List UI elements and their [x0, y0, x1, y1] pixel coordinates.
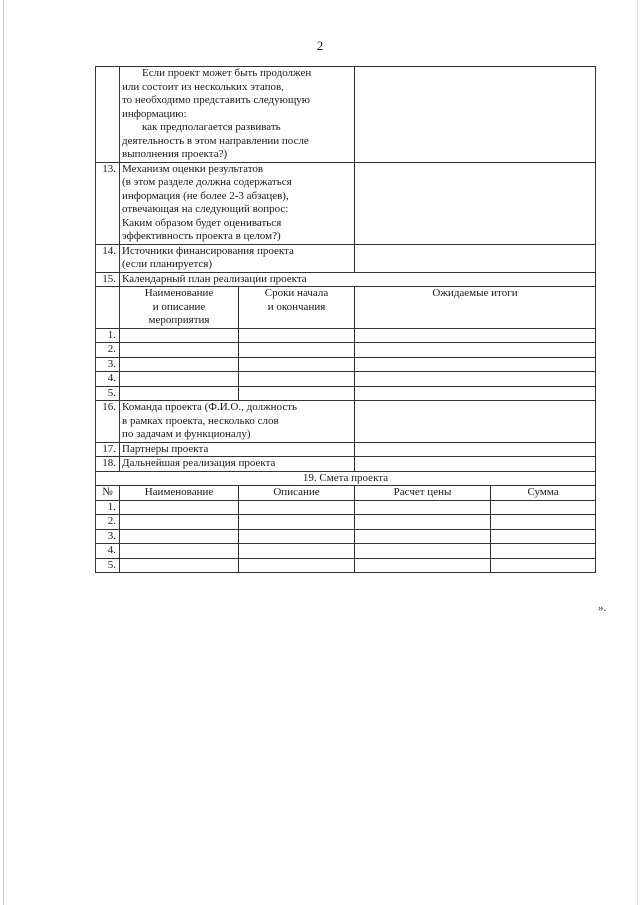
budget-cell-sum[interactable]	[491, 529, 596, 544]
calendar-col-dates-line: Сроки начала	[264, 287, 329, 299]
budget-row	[96, 529, 596, 544]
sec12-line: деятельность в этом направлении после	[122, 134, 309, 147]
section-17-answer[interactable]	[355, 442, 596, 457]
calendar-cell-dates[interactable]	[239, 328, 355, 343]
section-14-num: 14.	[96, 244, 120, 272]
sec14-line: Источники финансирования проекта	[122, 244, 294, 257]
budget-cell-price[interactable]	[355, 500, 491, 515]
budget-row-num: 2.	[96, 515, 120, 530]
sec16-line: Команда проекта (Ф.И.О., должность	[122, 401, 298, 413]
sec13-line: эффективность проекта в целом?)	[122, 230, 281, 242]
budget-row-num: 4.	[96, 544, 120, 559]
calendar-cell-event[interactable]	[120, 372, 239, 387]
section-18-answer[interactable]	[355, 457, 596, 472]
calendar-cell-event[interactable]	[120, 357, 239, 372]
section-14-text	[120, 244, 355, 272]
section-13-num: 13.	[96, 162, 120, 244]
calendar-col-dates-line: и окончания	[267, 300, 326, 313]
section-12-text	[120, 67, 355, 163]
budget-row-num: 3.	[96, 529, 120, 544]
calendar-row	[96, 357, 596, 372]
budget-cell-name[interactable]	[120, 515, 239, 530]
sec12-line: Если проект может быть продолжен	[142, 67, 312, 79]
calendar-row	[96, 386, 596, 401]
sec12-line: как предполагается развивать	[142, 121, 281, 133]
budget-row	[96, 515, 596, 530]
sec12-line: выполнения проекта?)	[122, 148, 228, 160]
sec16-line: по задачам и функционалу)	[122, 428, 251, 440]
calendar-row	[96, 343, 596, 358]
budget-cell-name[interactable]	[120, 558, 239, 573]
budget-cell-sum[interactable]	[491, 544, 596, 559]
section-12-num	[96, 67, 120, 163]
sec13-line: Каким образом будет оцениваться	[122, 216, 282, 229]
budget-cell-desc[interactable]	[239, 544, 355, 559]
calendar-col-event-line: Наименование	[144, 287, 214, 299]
section-13-text	[120, 162, 355, 244]
sec12-line: то необходимо представить следующую	[122, 94, 311, 106]
calendar-cell-dates[interactable]	[239, 372, 355, 387]
calendar-row-num: 1.	[96, 328, 120, 343]
section-19-title: 19. Смета проекта	[96, 471, 596, 486]
budget-cell-price[interactable]	[355, 544, 491, 559]
calendar-cell-results[interactable]	[355, 343, 596, 358]
budget-row-num: 1.	[96, 500, 120, 515]
budget-cell-sum[interactable]	[491, 558, 596, 573]
budget-row	[96, 544, 596, 559]
budget-col-desc: Описание	[239, 486, 355, 501]
budget-cell-desc[interactable]	[239, 515, 355, 530]
section-17-title: Партнеры проекта	[120, 442, 355, 457]
calendar-cell-dates[interactable]	[239, 386, 355, 401]
section-13	[96, 162, 596, 244]
budget-cell-name[interactable]	[120, 529, 239, 544]
section-15-title: Календарный план реализации проекта	[120, 272, 596, 287]
budget-col-sum: Сумма	[491, 486, 596, 501]
budget-header	[96, 486, 596, 501]
budget-cell-name[interactable]	[120, 500, 239, 515]
section-12-answer[interactable]	[355, 67, 596, 163]
page-number: 2	[316, 38, 324, 53]
calendar-cell-results[interactable]	[355, 328, 596, 343]
section-16-answer[interactable]	[355, 401, 596, 443]
calendar-col-event-line: и описание	[152, 300, 206, 313]
calendar-cell-dates[interactable]	[239, 357, 355, 372]
calendar-plan-header	[96, 287, 596, 329]
budget-col-num: №	[96, 486, 120, 501]
section-15-num: 15.	[96, 272, 120, 287]
sec12-line: или состоит из нескольких этапов,	[122, 80, 284, 93]
section-17-num: 17.	[96, 442, 120, 457]
budget-col-price: Расчет цены	[355, 486, 491, 501]
budget-col-name: Наименование	[120, 486, 239, 501]
sec14-line: (если планируется)	[122, 258, 212, 270]
budget-cell-desc[interactable]	[239, 529, 355, 544]
calendar-row-num: 4.	[96, 372, 120, 387]
section-19-title-row	[96, 471, 596, 486]
budget-row	[96, 500, 596, 515]
page-edge-right	[637, 0, 638, 905]
sec16-line: в рамках проекта, несколько слов	[122, 414, 279, 427]
calendar-col-results: Ожидаемые итоги	[355, 287, 596, 329]
sec13-line: информация (не более 2-3 абзацев),	[122, 189, 289, 202]
page-edge-left	[3, 0, 4, 905]
section-16	[96, 401, 596, 443]
sec12-line: информацию:	[122, 107, 187, 120]
budget-cell-sum[interactable]	[491, 500, 596, 515]
budget-cell-sum[interactable]	[491, 515, 596, 530]
section-18	[96, 457, 596, 472]
closing-quote: ».	[598, 602, 607, 614]
calendar-col-event-line: мероприятия	[148, 314, 210, 326]
section-18-num: 18.	[96, 457, 120, 472]
budget-row	[96, 558, 596, 573]
budget-cell-desc[interactable]	[239, 500, 355, 515]
calendar-row-num: 2.	[96, 343, 120, 358]
calendar-cell-results[interactable]	[355, 372, 596, 387]
section-13-answer[interactable]	[355, 162, 596, 244]
budget-cell-desc[interactable]	[239, 558, 355, 573]
section-15-title-row	[96, 272, 596, 287]
calendar-cell-event[interactable]	[120, 386, 239, 401]
calendar-row	[96, 372, 596, 387]
sec13-line: (в этом разделе должна содержаться	[122, 176, 292, 188]
budget-cell-price[interactable]	[355, 515, 491, 530]
calendar-col-event	[120, 287, 239, 329]
calendar-cell-event[interactable]	[120, 343, 239, 358]
budget-cell-price[interactable]	[355, 558, 491, 573]
calendar-plan-num-header	[96, 287, 120, 329]
section-18-title: Дальнейшая реализация проекта	[120, 457, 355, 472]
sec13-line: отвечающая на следующий вопрос:	[122, 203, 289, 215]
calendar-cell-results[interactable]	[355, 357, 596, 372]
section-14-answer[interactable]	[355, 244, 596, 272]
calendar-row	[96, 328, 596, 343]
budget-row-num: 5.	[96, 558, 120, 573]
calendar-cell-results[interactable]	[355, 386, 596, 401]
sec13-line: Механизм оценки результатов	[122, 162, 264, 175]
calendar-row-num: 5.	[96, 386, 120, 401]
calendar-cell-dates[interactable]	[239, 343, 355, 358]
section-17	[96, 442, 596, 457]
section-14	[96, 244, 596, 272]
budget-cell-name[interactable]	[120, 544, 239, 559]
budget-cell-price[interactable]	[355, 529, 491, 544]
section-12-continuation	[96, 67, 596, 163]
project-application-table	[95, 66, 596, 573]
section-16-num: 16.	[96, 401, 120, 443]
section-16-text	[120, 401, 355, 443]
calendar-row-num: 3.	[96, 357, 120, 372]
calendar-cell-event[interactable]	[120, 328, 239, 343]
calendar-col-dates	[239, 287, 355, 329]
